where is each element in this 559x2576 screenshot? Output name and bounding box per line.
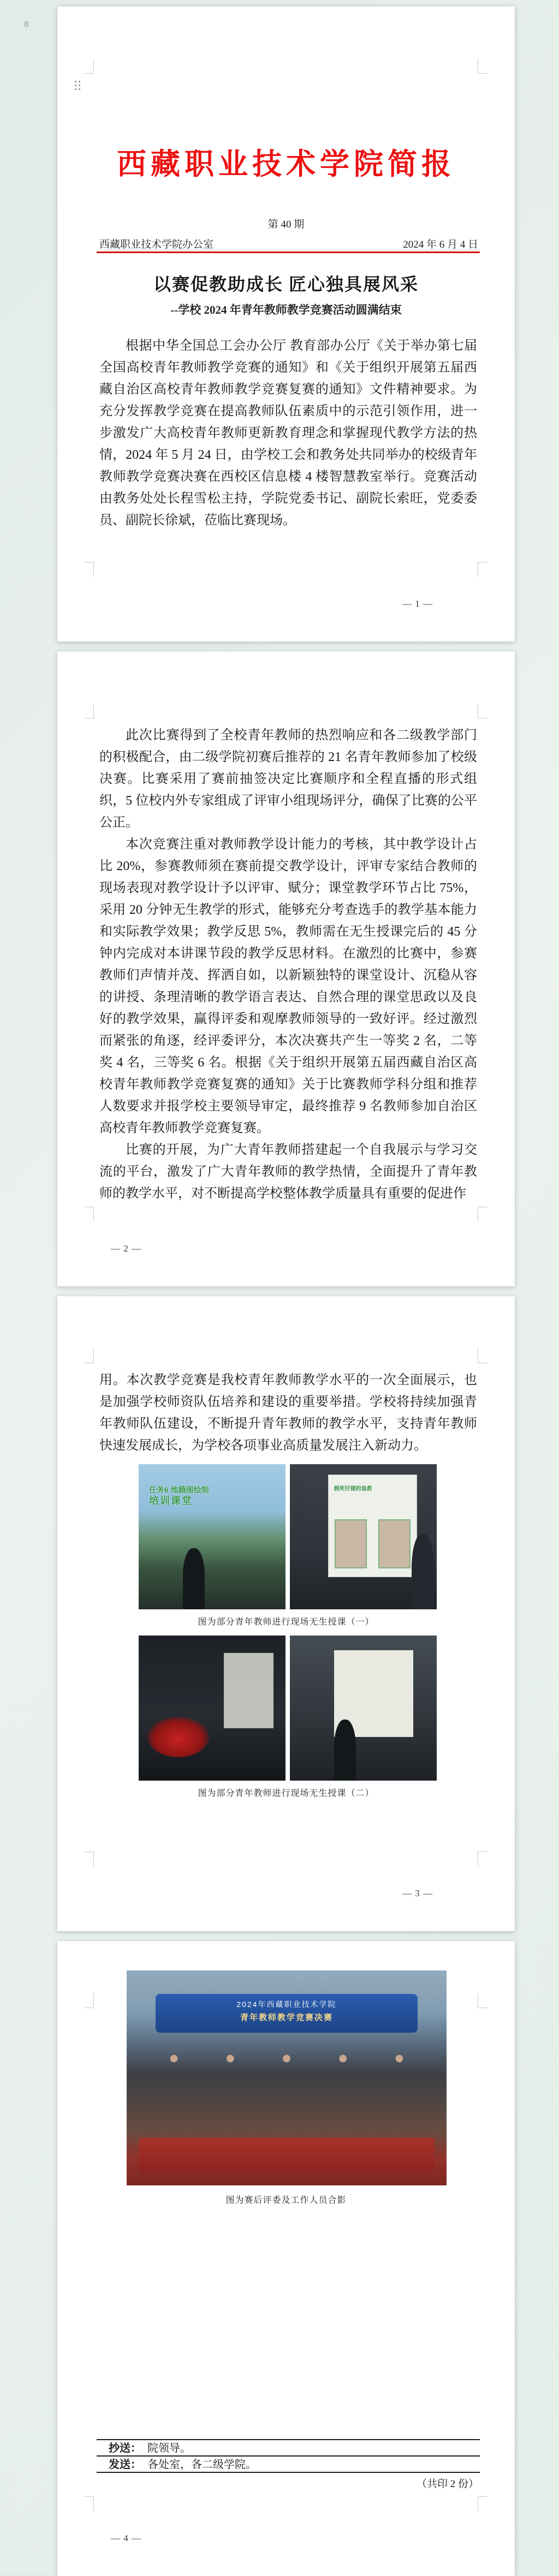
- text-frame-corner-icon: [85, 1993, 94, 2008]
- body-text-page-2: [99, 724, 477, 1205]
- masthead-title: 西藏职业技术学院简报: [117, 148, 455, 181]
- drag-handle-icon[interactable]: [75, 81, 81, 92]
- lecturer-silhouette: [334, 1720, 356, 1781]
- banner-line1: 2024年西藏职业技术学院: [236, 2000, 337, 2009]
- issue-number: 第 40 期: [267, 219, 305, 230]
- photo-strip-2: [139, 1636, 437, 1781]
- red-table-row: [139, 2138, 433, 2172]
- photo-classroom-green-screen: [139, 1464, 286, 1609]
- distribution-block: [97, 2439, 480, 2473]
- article-title: 以赛促教助成长 匠心独具展风采: [153, 274, 419, 294]
- text-frame-corner-icon: [478, 1993, 487, 2008]
- send-label: 发送：: [109, 2459, 141, 2471]
- viewport-corner-marker: 8: [24, 20, 29, 29]
- text-frame-corner-icon: [85, 1207, 94, 1221]
- paragraph: 根据中华全国总工会办公厅 教育部办公厅《关于举办第七届全国高校青年教师教学竞赛的通知》和《关于组织开展第五届西藏自治区高校青年教师教学竞赛复赛的通知》文件精神要求。为充分发挥教学竞赛在提高教师队伍素质中的示范引领作用，进一步激发广大高校青年教师更新教育理念和掌握现代教学方法的热情，2024 年 5 月 24 日，由学校工会和教务处共同举办的校级青年教师教学竞赛决赛在西校区信息楼 4 楼智慧教室举行。竞赛活动由教务处处长程雪松主持，学院党委书记、副院长索旺，党委委员、副院长徐斌，莅临比赛现场。: [99, 339, 477, 528]
- cc-label: 抄送：: [109, 2442, 141, 2454]
- banner-line2: 青年教师教学竞赛决赛: [240, 2013, 333, 2023]
- page-number: — 1 —: [402, 598, 433, 609]
- slide-image-panel: [335, 1519, 367, 1568]
- text-frame-corner-icon: [478, 1349, 487, 1363]
- paragraph: 比赛的开展，为广大青年教师搭建起一个自我展示与学习交流的平台，激发了广大青年教师的教学热情，全面提升了青年教师的教学水平，对不断提高学校整体教学质量具有重要的促进作: [99, 1143, 477, 1201]
- text-frame-corner-icon: [478, 704, 487, 718]
- paragraph: 本次竞赛注重对教师教学设计能力的考核，其中教学设计占比 20%，参赛教师须在赛前提交教学设计，评审专家结合教师的现场表现对教学设计予以评审、赋分；课堂教学环节占比 75%，采用 20 分钟无生教学的形式，能够充分考查选手的教学基本能力和实际教学效果；教学反思 5%，教师需在无生授课完后的 45 分钟内完成对本讲课节段的教学反思材料。在激烈的比赛中，参赛教师们声情并茂、挥洒自如，以新颖独特的课堂设计、沉稳从容的讲授、条理清晰的教学语言表达、自然合理的课堂思政以及良好的教学效果，赢得评委和观摩教师领导的一致好评。经过激烈而紧张的角逐，经评委评分，本次决赛共产生一等奖 2 名，二等奖 4 名，三等奖 6 名。根据《关于组织开展第五届西藏自治区高校青年教师教学竞赛复赛的通知》关于比赛教师学科分组和推荐人数要求并报学校主要领导审定，最终推荐 9 名教师参加自治区高校青年教师教学竞赛复赛。: [99, 837, 477, 1135]
- publisher-office: 西藏职业技术学院办公室: [99, 239, 214, 250]
- send-value: 各处室，各二级学院。: [147, 2459, 257, 2471]
- text-frame-corner-icon: [85, 1349, 94, 1363]
- photo-classroom-slide: [290, 1464, 437, 1609]
- text-frame-corner-icon: [85, 1852, 94, 1866]
- screen-text-line2: 培训课堂: [148, 1495, 193, 1507]
- paragraph: 用。本次教学竞赛是我校青年教师教学水平的一次全面展示，也是加强学校师资队伍培养和建设的重要举措。学校将持续加强青年教师队伍建设，不断提升青年教师的教学水平，支持青年教师快速发展成长，为学校各项事业高质量发展注入新动力。: [99, 1373, 477, 1453]
- print-copies-note: （共印 2 份）: [416, 2478, 479, 2490]
- bright-screen: [224, 1653, 273, 1728]
- slide-image-panel: [378, 1519, 411, 1568]
- document-page-3: [57, 1296, 515, 1931]
- distribution-cc-row: [97, 2439, 480, 2455]
- screen-text-line1: 任务6 地籍图绘制: [148, 1485, 209, 1495]
- page-number: — 2 —: [111, 1243, 141, 1254]
- text-frame-corner-icon: [85, 59, 94, 74]
- group-people-row: [146, 2048, 427, 2069]
- photo-group: [127, 1970, 447, 2185]
- document-page-2: [57, 651, 515, 1286]
- text-frame-corner-icon: [478, 562, 487, 577]
- text-frame-corner-icon: [85, 2496, 94, 2511]
- text-frame-corner-icon: [478, 59, 487, 74]
- document-page-1: [57, 7, 515, 642]
- projection-slide: [328, 1475, 417, 1577]
- body-text-page-3: [99, 1369, 477, 1457]
- lecturer-silhouette: [412, 1534, 433, 1609]
- page-number: — 3 —: [402, 1888, 433, 1898]
- text-frame-corner-icon: [85, 562, 94, 577]
- photo-caption-2: 图为部分青年教师进行现场无生授课（二）: [198, 1789, 374, 1798]
- page-number: — 4 —: [111, 2533, 141, 2543]
- photo-strip-1: [139, 1464, 437, 1609]
- photo-classroom-screen: [290, 1636, 437, 1781]
- paragraph: 此次比赛得到了全校青年教师的热烈响应和各二级教学部门的积极配合，由二级学院初赛后推荐的 21 名青年教师参加了校级决赛。比赛采用了赛前抽签决定比赛顺序和全程直播的形式组织，5 位校内外专家组成了评审小组现场评分，确保了比赛的公平公正。: [99, 728, 477, 830]
- article-subtitle: --学校 2024 年青年教师教学竞赛活动圆满结束: [170, 303, 402, 316]
- red-car-on-screen: [147, 1717, 209, 1757]
- cc-value: 院领导。: [147, 2442, 191, 2454]
- event-banner: [156, 1994, 418, 2033]
- lecturer-silhouette: [183, 1548, 205, 1609]
- text-frame-corner-icon: [478, 2496, 487, 2511]
- text-frame-corner-icon: [478, 1207, 487, 1221]
- slide-title: 假死仔猪的急救: [334, 1485, 372, 1492]
- red-divider: [97, 251, 480, 253]
- screen-text: [149, 1484, 209, 1506]
- body-text-page-1: [99, 335, 477, 531]
- document-page-4: [57, 1941, 515, 2576]
- text-frame-corner-icon: [85, 704, 94, 718]
- photo-caption-1: 图为部分青年教师进行现场无生授课（一）: [198, 1618, 374, 1627]
- photo-caption-3: 图为赛后评委及工作人员合影: [225, 2196, 347, 2205]
- text-frame-corner-icon: [478, 1852, 487, 1866]
- distribution-send-row: [97, 2455, 480, 2472]
- publish-date: 2024 年 6 月 4 日: [403, 239, 478, 250]
- photo-dark-classroom-car-slide: [139, 1636, 286, 1781]
- publisher-row: [99, 236, 478, 251]
